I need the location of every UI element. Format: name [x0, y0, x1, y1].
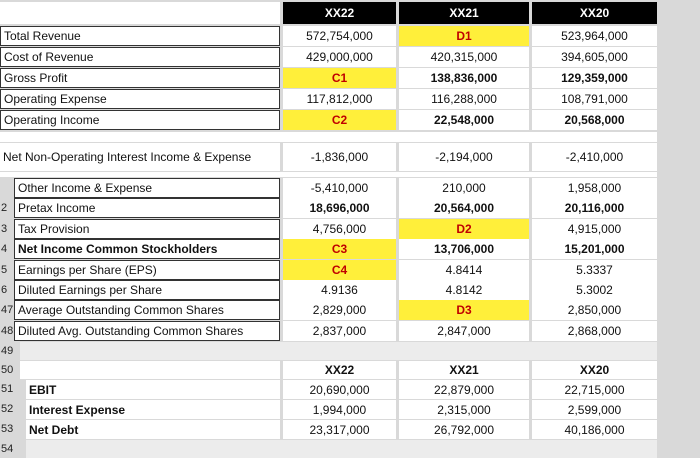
- row-number[interactable]: 52: [1, 403, 14, 415]
- value-cell[interactable]: 20,568,000: [532, 110, 657, 130]
- value-cell[interactable]: 22,715,000: [532, 380, 657, 399]
- row-label[interactable]: Operating Expense: [0, 89, 280, 109]
- value-cell[interactable]: 15,201,000: [532, 239, 657, 259]
- row-label[interactable]: Total Revenue: [0, 26, 280, 46]
- row-label[interactable]: Net Debt: [26, 420, 280, 439]
- placeholder-cell[interactable]: C3: [283, 239, 396, 259]
- row-label[interactable]: Diluted Earnings per Share: [14, 280, 280, 300]
- placeholder-cell[interactable]: D1: [399, 26, 529, 46]
- value-cell[interactable]: 2,850,000: [532, 300, 657, 320]
- value-cell[interactable]: 4,756,000: [283, 219, 396, 239]
- value-cell[interactable]: 572,754,000: [283, 26, 396, 46]
- value-cell[interactable]: 117,812,000: [283, 89, 396, 109]
- row-number[interactable]: 51: [1, 383, 14, 395]
- row-label[interactable]: Net Non-Operating Interest Income & Expense: [0, 143, 280, 171]
- value-cell[interactable]: 116,288,000: [399, 89, 529, 109]
- value-cell[interactable]: 20,564,000: [399, 198, 529, 218]
- value-cell[interactable]: 22,879,000: [399, 380, 529, 399]
- column-header[interactable]: XX22: [283, 361, 396, 379]
- row-number[interactable]: 54: [1, 443, 14, 455]
- value-cell[interactable]: 138,836,000: [399, 68, 529, 88]
- value-cell[interactable]: -2,194,000: [399, 143, 529, 171]
- row-number[interactable]: 49: [1, 345, 14, 357]
- column-header[interactable]: XX20: [532, 361, 657, 379]
- value-cell[interactable]: 420,315,000: [399, 47, 529, 67]
- value-cell[interactable]: 23,317,000: [283, 420, 396, 439]
- header-label-cell[interactable]: [0, 2, 280, 24]
- row-number[interactable]: 50: [1, 364, 14, 376]
- row-label[interactable]: Operating Income: [0, 110, 280, 130]
- blank-cell[interactable]: [20, 361, 280, 379]
- column-header[interactable]: XX20: [532, 2, 657, 24]
- value-cell[interactable]: 4.8414: [399, 260, 529, 280]
- value-cell[interactable]: 129,359,000: [532, 68, 657, 88]
- placeholder-cell[interactable]: D2: [399, 219, 529, 239]
- row-label[interactable]: Earnings per Share (EPS): [14, 260, 280, 280]
- placeholder-cell[interactable]: C4: [283, 260, 396, 280]
- placeholder-cell[interactable]: C1: [283, 68, 396, 88]
- value-cell[interactable]: 1,958,000: [532, 178, 657, 198]
- placeholder-cell[interactable]: D3: [399, 300, 529, 320]
- row-label[interactable]: Diluted Avg. Outstanding Common Shares: [14, 321, 280, 341]
- value-cell[interactable]: 26,792,000: [399, 420, 529, 439]
- value-cell[interactable]: 394,605,000: [532, 47, 657, 67]
- row-number[interactable]: 48: [1, 325, 14, 337]
- row-label[interactable]: Interest Expense: [26, 400, 280, 419]
- value-cell[interactable]: -2,410,000: [532, 143, 657, 171]
- value-cell[interactable]: -5,410,000: [283, 178, 396, 198]
- row-label[interactable]: Tax Provision: [14, 219, 280, 239]
- value-cell[interactable]: 20,116,000: [532, 198, 657, 218]
- row-number[interactable]: 6: [1, 284, 8, 296]
- row-number[interactable]: 3: [1, 223, 8, 235]
- value-cell[interactable]: 2,315,000: [399, 400, 529, 419]
- row-number[interactable]: 4: [1, 243, 8, 255]
- column-header[interactable]: XX21: [399, 2, 529, 24]
- row-label[interactable]: Gross Profit: [0, 68, 280, 88]
- value-cell[interactable]: 210,000: [399, 178, 529, 198]
- value-cell[interactable]: 1,994,000: [283, 400, 396, 419]
- spacer-row: [0, 132, 657, 142]
- row-number[interactable]: 2: [1, 202, 8, 214]
- value-cell[interactable]: 4.9136: [283, 280, 396, 300]
- blank-row: [26, 440, 657, 458]
- row-label[interactable]: Other Income & Expense: [14, 178, 280, 198]
- row-label[interactable]: Average Outstanding Common Shares: [14, 300, 280, 320]
- row-label[interactable]: EBIT: [26, 380, 280, 399]
- row-number[interactable]: 47: [1, 304, 14, 316]
- value-cell[interactable]: 18,696,000: [283, 198, 396, 218]
- value-cell[interactable]: 5.3337: [532, 260, 657, 280]
- column-header[interactable]: XX21: [399, 361, 529, 379]
- blank-row: [20, 342, 657, 360]
- value-cell[interactable]: 40,186,000: [532, 420, 657, 439]
- value-cell[interactable]: 523,964,000: [532, 26, 657, 46]
- row-label[interactable]: Cost of Revenue: [0, 47, 280, 67]
- value-cell[interactable]: 4.8142: [399, 280, 529, 300]
- value-cell[interactable]: 22,548,000: [399, 110, 529, 130]
- value-cell[interactable]: 13,706,000: [399, 239, 529, 259]
- row-label[interactable]: Net Income Common Stockholders: [14, 239, 280, 259]
- column-header[interactable]: XX22: [283, 2, 396, 24]
- value-cell[interactable]: 2,837,000: [283, 321, 396, 341]
- spacer-row: [0, 172, 657, 177]
- value-cell[interactable]: 2,847,000: [399, 321, 529, 341]
- row-number[interactable]: 53: [1, 423, 14, 435]
- value-cell[interactable]: -1,836,000: [283, 143, 396, 171]
- value-cell[interactable]: 429,000,000: [283, 47, 396, 67]
- value-cell[interactable]: 2,599,000: [532, 400, 657, 419]
- row-number[interactable]: 5: [1, 264, 8, 276]
- value-cell[interactable]: 2,829,000: [283, 300, 396, 320]
- value-cell[interactable]: 4,915,000: [532, 219, 657, 239]
- value-cell[interactable]: 108,791,000: [532, 89, 657, 109]
- placeholder-cell[interactable]: C2: [283, 110, 396, 130]
- value-cell[interactable]: 2,868,000: [532, 321, 657, 341]
- value-cell[interactable]: 5.3002: [532, 280, 657, 300]
- row-label[interactable]: Pretax Income: [14, 198, 280, 218]
- value-cell[interactable]: 20,690,000: [283, 380, 396, 399]
